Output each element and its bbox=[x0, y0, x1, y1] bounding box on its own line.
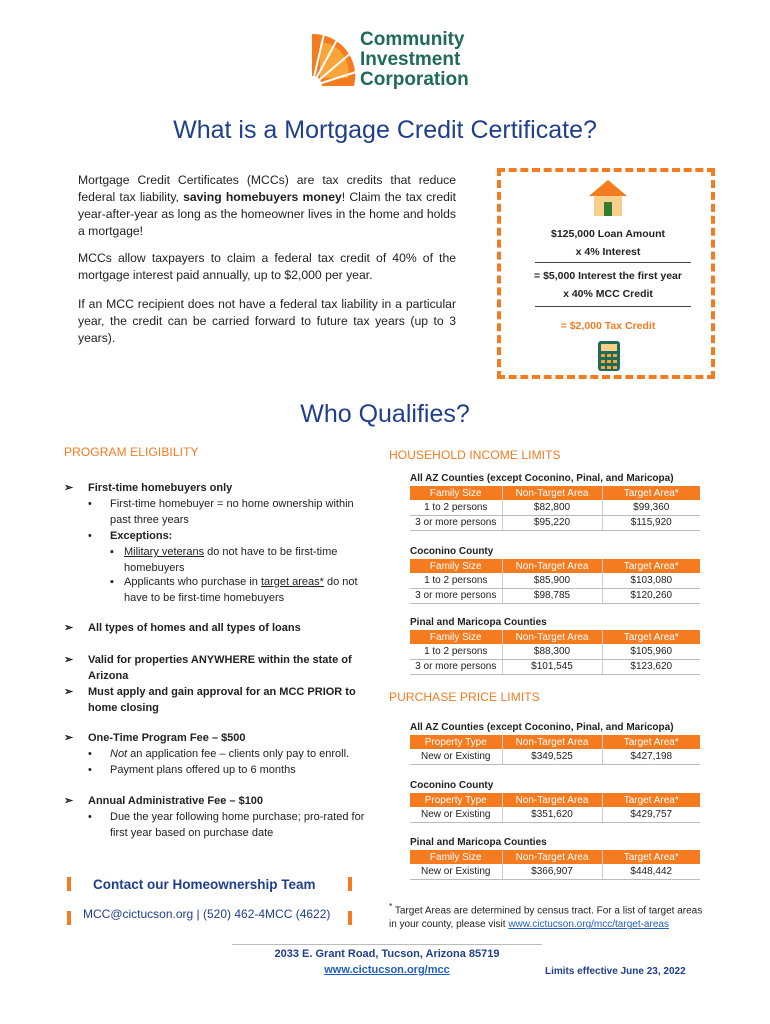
table-header-cell: Target Area* bbox=[602, 850, 700, 864]
table-row bbox=[410, 573, 700, 588]
table-cell: $349,525 bbox=[502, 749, 602, 764]
table-header-cell: Non-Target Area bbox=[502, 559, 602, 573]
table-cell: $99,360 bbox=[602, 500, 700, 515]
table-row bbox=[410, 500, 700, 515]
table-cell: $448,442 bbox=[602, 864, 700, 879]
table-cell: $103,080 bbox=[602, 573, 700, 588]
org-name: Community Investment Corporation bbox=[360, 29, 469, 90]
table-row bbox=[410, 588, 700, 603]
table-cell: $88,300 bbox=[502, 644, 602, 659]
limits-table bbox=[410, 735, 700, 765]
sun-logo-icon bbox=[298, 30, 358, 90]
table-row bbox=[410, 515, 700, 530]
contact-title: Contact our Homeownership Team bbox=[93, 877, 316, 892]
table-cell: $115,920 bbox=[602, 515, 700, 530]
limits-effective-date: Limits effective June 23, 2022 bbox=[545, 966, 686, 977]
intro-paragraph-3: If an MCC recipient does not have a federal tax liability in a particular year, the credit can be carried forward to future tax years (up to 3 years). bbox=[78, 297, 456, 345]
table-cell: 1 to 2 persons bbox=[410, 573, 502, 588]
income-table-az bbox=[410, 473, 700, 531]
table-cell: $105,960 bbox=[602, 644, 700, 659]
table-cell: $120,260 bbox=[602, 588, 700, 603]
calc-loan-amount: $125,000 Loan Amount bbox=[551, 228, 665, 240]
table-cell: $366,907 bbox=[502, 864, 602, 879]
calc-mcc-credit-rate: x 40% MCC Credit bbox=[563, 288, 653, 300]
table-header-cell: Non-Target Area bbox=[502, 793, 602, 807]
calc-interest-first-year: = $5,000 Interest the first year bbox=[534, 270, 682, 282]
table-row bbox=[410, 644, 700, 659]
table-title: All AZ Counties (except Coconino, Pinal, and Maricopa) bbox=[410, 722, 674, 733]
table-row bbox=[410, 864, 700, 879]
table-cell: $101,545 bbox=[502, 659, 602, 674]
table-cell: $85,900 bbox=[502, 573, 602, 588]
title-what-is-mcc: What is a Mortgage Credit Certificate? bbox=[173, 116, 597, 144]
table-cell: $95,220 bbox=[502, 515, 602, 530]
limits-table bbox=[410, 559, 700, 604]
calc-tax-credit-result: = $2,000 Tax Credit bbox=[560, 320, 656, 332]
intro-paragraph-1: Mortgage Credit Certificates (MCCs) are tax credits that reduce federal tax liability, saving homebuyers money! Claim the tax credit year-after-year as long as the homeowner lives in the home and holds a mortgage! bbox=[78, 173, 456, 238]
table-header-cell: Non-Target Area bbox=[502, 735, 602, 749]
price-table-az bbox=[410, 722, 700, 765]
program-eligibility-heading: PROGRAM ELIGIBILITY bbox=[64, 445, 199, 459]
footer-website-link[interactable]: www.cictucson.org/mcc bbox=[324, 964, 450, 976]
table-header-cell: Target Area* bbox=[602, 559, 700, 573]
intro-paragraph-2: MCCs allow taxpayers to claim a federal tax credit of 40% of the mortgage interest paid annually, up to $2,000 per year. bbox=[78, 251, 456, 282]
contact-info[interactable]: MCC@cictucson.org | (520) 462-4MCC (4622) bbox=[83, 907, 331, 921]
target-area-footnote: * Target Areas are determined by census tract. For a list of target areas in your county, please visit www.cictucson.org/mcc/target-areas bbox=[389, 901, 703, 931]
table-title: Pinal and Maricopa Counties bbox=[410, 837, 547, 848]
limits-table bbox=[410, 630, 700, 675]
price-table-pinal-maricopa bbox=[410, 837, 700, 880]
table-cell: 3 or more persons bbox=[410, 588, 502, 603]
calc-interest-rate: x 4% Interest bbox=[575, 246, 641, 258]
table-header-cell: Non-Target Area bbox=[502, 630, 602, 644]
table-cell: 1 to 2 persons bbox=[410, 644, 502, 659]
house-icon bbox=[587, 178, 629, 218]
table-header-cell: Target Area* bbox=[602, 793, 700, 807]
table-header-cell: Family Size bbox=[410, 850, 502, 864]
limits-table bbox=[410, 850, 700, 880]
table-cell: $82,800 bbox=[502, 500, 602, 515]
table-row bbox=[410, 659, 700, 674]
title-who-qualifies: Who Qualifies? bbox=[300, 400, 470, 428]
table-title: Coconino County bbox=[410, 780, 494, 791]
table-header-cell: Target Area* bbox=[602, 735, 700, 749]
table-header-cell: Property Type bbox=[410, 793, 502, 807]
table-row bbox=[410, 749, 700, 764]
footer-address: 2033 E. Grant Road, Tucson, Arizona 85719 bbox=[274, 948, 500, 960]
limits-table bbox=[410, 486, 700, 531]
household-income-limits-heading: HOUSEHOLD INCOME LIMITS bbox=[389, 448, 561, 462]
table-header-cell: Target Area* bbox=[602, 630, 700, 644]
target-areas-link[interactable]: www.cictucson.org/mcc/target-areas bbox=[508, 919, 669, 931]
contact-box bbox=[67, 873, 352, 931]
table-cell: $98,785 bbox=[502, 588, 602, 603]
table-cell: 3 or more persons bbox=[410, 515, 502, 530]
limits-table bbox=[410, 793, 700, 823]
table-title: Pinal and Maricopa Counties bbox=[410, 617, 547, 628]
table-header-cell: Target Area* bbox=[602, 486, 700, 500]
table-cell: New or Existing bbox=[410, 864, 502, 879]
table-header-cell: Non-Target Area bbox=[502, 850, 602, 864]
example-calculation-box bbox=[497, 168, 715, 379]
table-cell: New or Existing bbox=[410, 749, 502, 764]
logo bbox=[298, 30, 358, 90]
table-cell: $123,620 bbox=[602, 659, 700, 674]
table-header-cell: Family Size bbox=[410, 559, 502, 573]
table-cell: $429,757 bbox=[602, 807, 700, 822]
table-title: All AZ Counties (except Coconino, Pinal, and Maricopa) bbox=[410, 473, 674, 484]
eligibility-list: ➢ First-time homebuyers only • First-time homebuyer = no home ownership within past three years • Exceptions: ▪ Military veterans do not have to be first-time homebuyers ▪ Applicants who purchase in target areas* do not have to be first-time homebuyers ➢ All types of homes and all types of loans ➢ Valid for properties ANYWHERE within the state of Arizona ➢ Must apply and gain approval for an MCC PRIOR to home closing ➢ One-Time Program Fee – $500 • Not an application fee – clients only pay to enroll. • Payment plans offered up to 6 months ➢ Annual Administrative Fee – $100 • Due the year following home purchase; pro-rated for first year based on purchase date bbox=[64, 482, 365, 839]
purchase-price-limits-heading: PURCHASE PRICE LIMITS bbox=[389, 690, 540, 704]
table-row bbox=[410, 807, 700, 822]
table-cell: $351,620 bbox=[502, 807, 602, 822]
table-header-cell: Property Type bbox=[410, 735, 502, 749]
income-table-coconino bbox=[410, 546, 700, 604]
table-header-cell: Family Size bbox=[410, 630, 502, 644]
table-title: Coconino County bbox=[410, 546, 494, 557]
table-header-cell: Family Size bbox=[410, 486, 502, 500]
price-table-coconino bbox=[410, 780, 700, 823]
table-cell: 1 to 2 persons bbox=[410, 500, 502, 515]
footer-divider bbox=[232, 944, 542, 945]
table-header-cell: Non-Target Area bbox=[502, 486, 602, 500]
income-table-pinal-maricopa bbox=[410, 617, 700, 675]
table-cell: $427,198 bbox=[602, 749, 700, 764]
table-cell: New or Existing bbox=[410, 807, 502, 822]
table-cell: 3 or more persons bbox=[410, 659, 502, 674]
calculator-icon bbox=[597, 340, 621, 372]
